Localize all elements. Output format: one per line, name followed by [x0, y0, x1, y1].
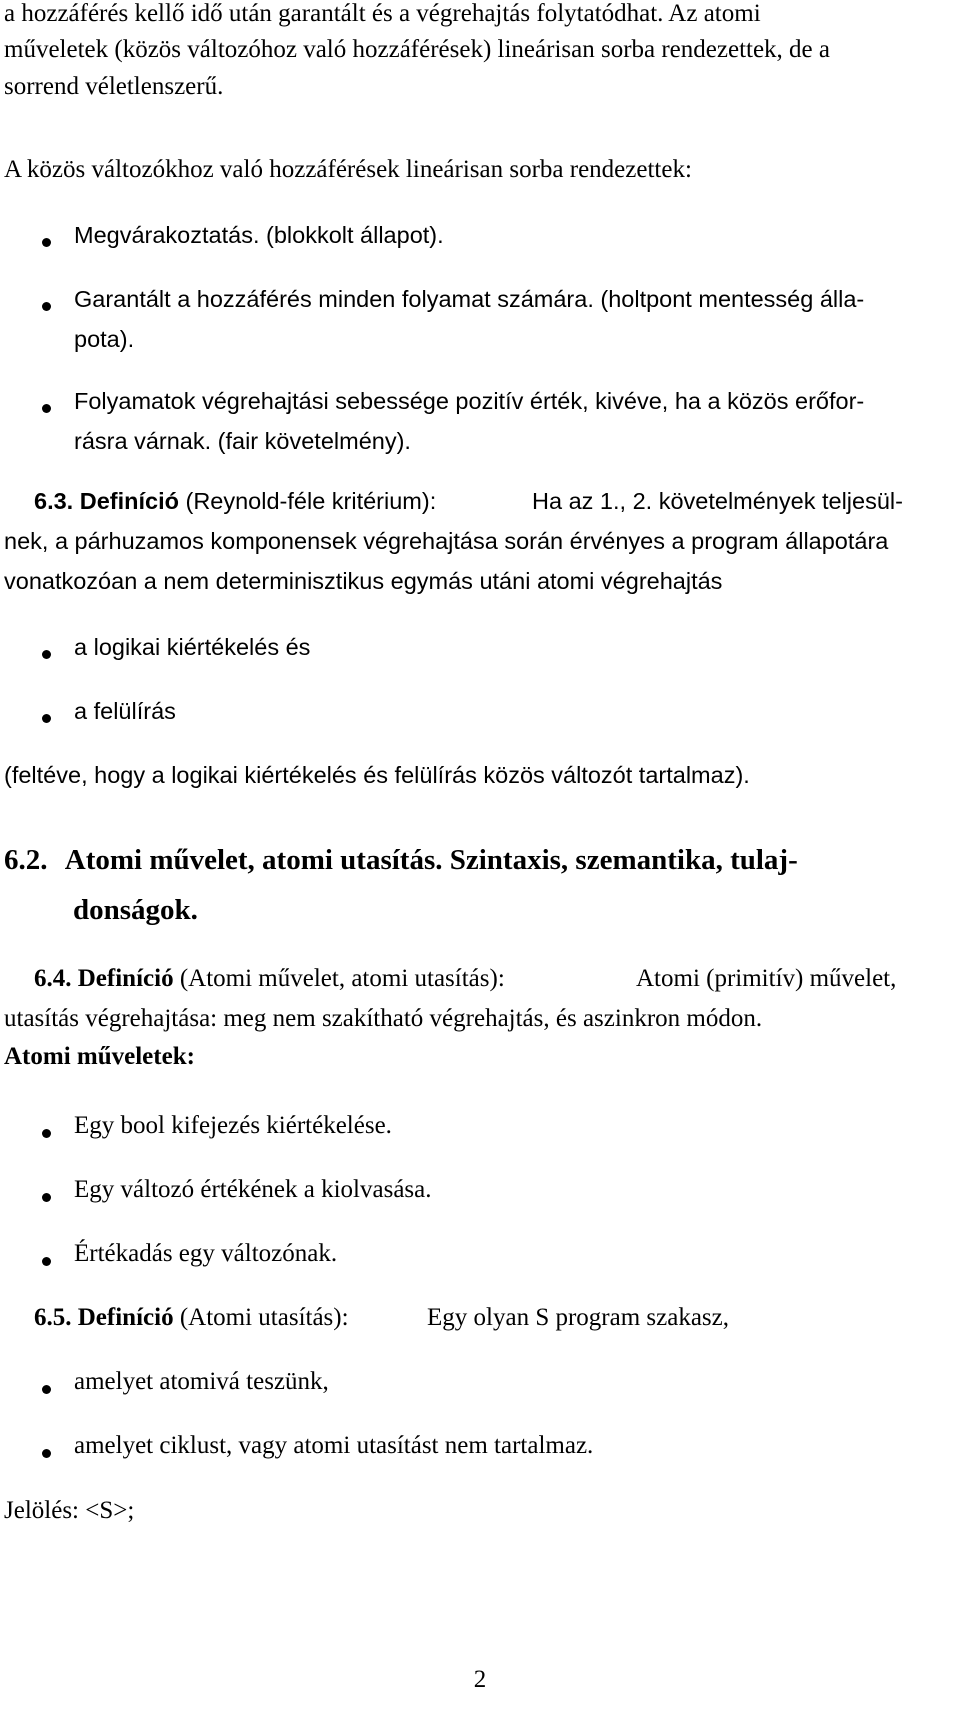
subheading: Atomi műveletek:	[4, 1043, 195, 1070]
bullet-icon	[42, 650, 51, 659]
definition-text: Egy olyan S program szakasz,	[427, 1304, 730, 1331]
definition-note: (feltéve, hogy a logikai kiértékelés és felülírás közös változót tartalmaz).	[4, 762, 750, 788]
definition-name: (Atomi utasítás):	[179, 1304, 349, 1331]
intro-line-1: a hozzáférés kellő idő után garantált és a végrehajtás folytatódhat. Az atomi	[4, 0, 761, 27]
list-item-continuation: rásra várnak. (fair követelmény).	[74, 428, 411, 454]
list-item: Értékadás egy változónak.	[74, 1240, 338, 1267]
definition-number: 6.5.	[34, 1304, 72, 1331]
definition-label: Definíció	[77, 1304, 174, 1331]
bullet-icon	[42, 1129, 51, 1138]
definition-label: Definíció	[77, 965, 174, 992]
bullet-icon	[42, 1449, 51, 1458]
bullet-icon	[42, 1193, 51, 1202]
section-number: 6.2.	[4, 844, 48, 876]
list-item: Egy bool kifejezés kiértékelése.	[74, 1112, 392, 1139]
shared-access-heading: A közös változókhoz való hozzáférések lineárisan sorba rendezettek:	[4, 156, 692, 183]
list-item: Garantált a hozzáférés minden folyamat számára. (holtpont mentesség álla-	[74, 286, 865, 312]
definition-label: Definíció	[79, 488, 179, 514]
bullet-icon	[42, 404, 51, 413]
definition-text: utasítás végrehajtása: meg nem szakítható végrehajtás, és aszinkron módon.	[4, 1005, 763, 1032]
list-item-continuation: pota).	[74, 326, 135, 352]
notation: Jelölés: <S>;	[4, 1497, 135, 1524]
definition-text: Atomi (primitív) művelet,	[636, 965, 897, 992]
page-number: 2	[473, 1666, 487, 1693]
definition-name: (Atomi művelet, atomi utasítás):	[179, 965, 505, 992]
section-heading	[4, 843, 798, 877]
definition-6-3	[34, 484, 436, 518]
list-item: Folyamatok végrehajtási sebessége pozitív érték, kivéve, ha a közös erőfor-	[74, 388, 865, 414]
list-item: amelyet atomivá teszünk,	[74, 1368, 329, 1395]
list-item: a felülírás	[74, 698, 176, 724]
bullet-icon	[42, 1385, 51, 1394]
list-item: Egy változó értékének a kiolvasása.	[74, 1176, 432, 1203]
definition-6-4	[34, 962, 505, 996]
list-item: a logikai kiértékelés és	[74, 634, 311, 660]
section-title: Atomi művelet, atomi utasítás. Szintaxis, szemantika, tulaj-	[64, 844, 798, 876]
bullet-icon	[42, 238, 51, 247]
section-title-continuation: donságok.	[73, 894, 198, 926]
definition-number: 6.4.	[34, 965, 72, 992]
definition-text: nek, a párhuzamos komponensek végrehajtása során érvényes a program állapotára	[4, 528, 889, 554]
definition-number: 6.3.	[34, 488, 74, 514]
definition-name: (Reynold-féle kritérium):	[185, 488, 437, 514]
bullet-icon	[42, 714, 51, 723]
list-item: amelyet ciklust, vagy atomi utasítást nem tartalmaz.	[74, 1432, 594, 1459]
definition-text: vonatkozóan a nem determinisztikus egymás utáni atomi végrehajtás	[4, 568, 723, 594]
bullet-icon	[42, 302, 51, 311]
definition-text: Ha az 1., 2. követelmények teljesül-	[532, 488, 903, 514]
intro-line-2: műveletek (közös változóhoz való hozzáférések) lineárisan sorba rendezettek, de a	[4, 36, 831, 63]
bullet-icon	[42, 1257, 51, 1266]
list-item: Megvárakoztatás. (blokkolt állapot).	[74, 222, 444, 248]
intro-line-3: sorrend véletlenszerű.	[4, 73, 224, 100]
definition-6-5	[34, 1301, 349, 1335]
